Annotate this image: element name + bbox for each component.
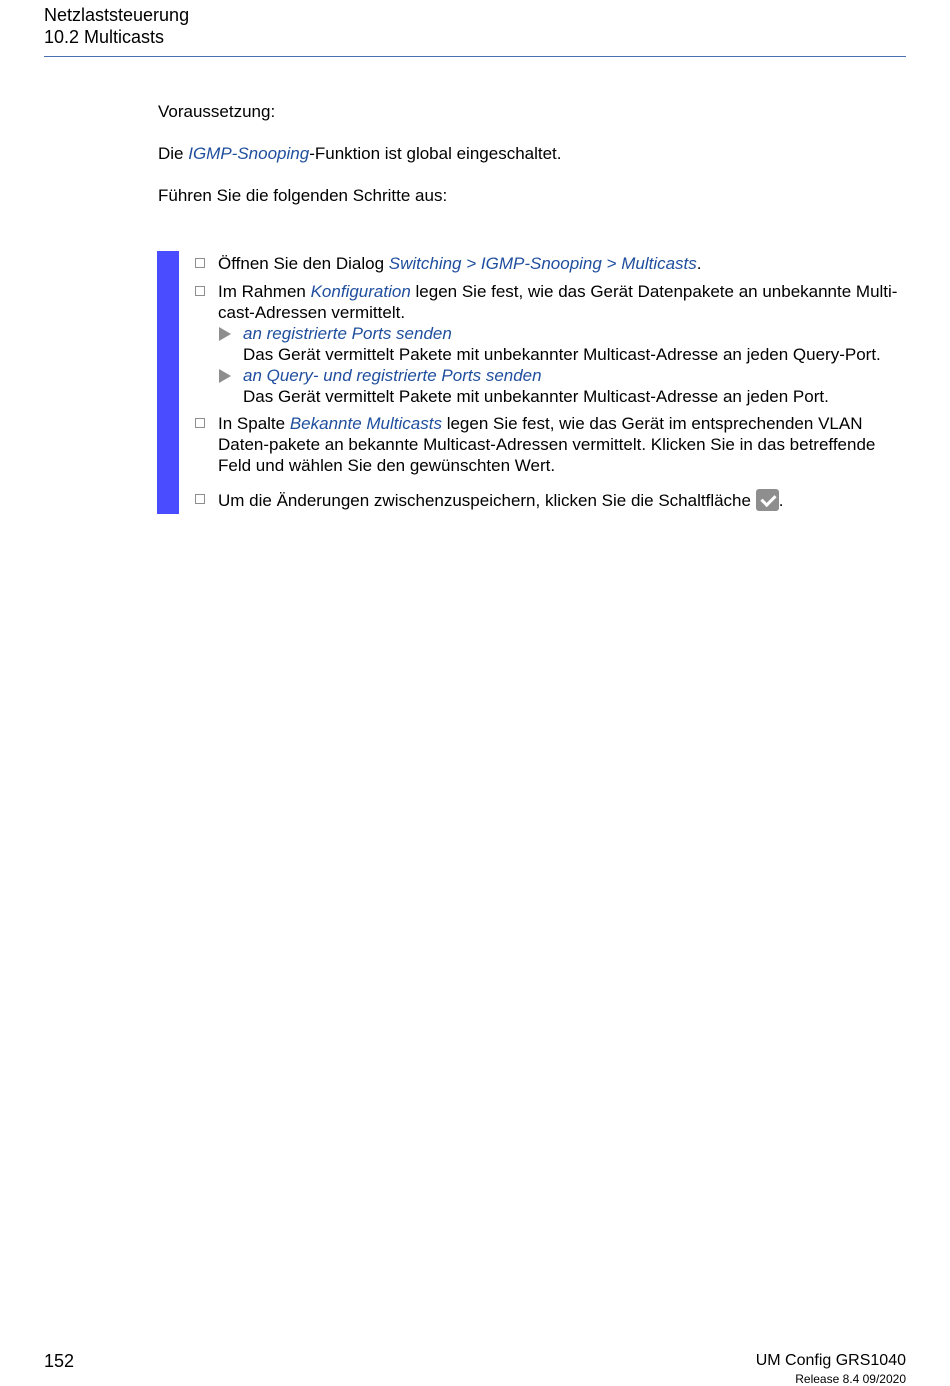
prerequisite-text [158,143,562,164]
chapter-title: Netzlaststeuerung [44,5,190,25]
triangle-bullet-icon [219,327,231,341]
dialog-path-link[interactable]: Switching > IGMP-Snooping > Multicasts [388,254,697,273]
option-description: Das Gerät vermittelt Pakete mit unbekannter Multicast-Adresse an jeden Port. [243,387,829,406]
header-divider [44,56,906,57]
step-text-start: Um die Änderungen zwischenzuspeichern, klicken Sie die Schaltfläche [218,491,756,510]
step-text-end: legen Sie fest, wie das Gerät Datenpakete an unbekannte Multi-cast-Adressen vermittelt. [218,282,898,322]
bekannte-multicasts-link[interactable]: Bekannte Multicasts [289,414,442,433]
steps-lead: Führen Sie die folgenden Schritte aus: [158,186,448,205]
prerequisite-label: Voraussetzung: [158,102,276,121]
step-text-end: legen Sie fest, wie das Gerät im entsprechenden VLAN Daten-pakete an bekannte Multicast-Adressen vermittelt. Klicken Sie in das betreffende Feld und wählen Sie den gewünschten Wert. [218,414,876,475]
document-title: UM Config GRS1040 [755,1352,906,1369]
checkbox-icon[interactable] [195,494,205,504]
step-text-end: . [778,491,784,510]
release-info: Release 8.4 09/2020 [795,1372,906,1386]
checkbox-icon[interactable] [195,258,205,268]
step-text [218,489,908,511]
step-text-start: In Spalte [218,414,290,433]
section-title: 10.2 Multicasts [44,27,165,47]
step-text [218,281,908,323]
instruction-accent-bar [157,251,179,514]
checkbox-icon[interactable] [195,418,205,428]
igmp-snooping-link[interactable]: IGMP-Snooping [188,144,310,163]
checkbox-icon[interactable] [195,286,205,296]
step-text-start: Öffnen Sie den Dialog [218,254,389,273]
step-text [218,253,908,274]
step-text [218,413,908,476]
step-text-start: Im Rahmen [218,282,311,301]
triangle-bullet-icon [219,369,231,383]
option-description: Das Gerät vermittelt Pakete mit unbekannter Multicast-Adresse an jeden Query-Port. [243,345,881,364]
prerequisite-text-start: Die [158,144,189,163]
konfiguration-link[interactable]: Konfiguration [310,282,411,301]
option-content [243,323,923,365]
option-label[interactable]: an Query- und registrierte Ports senden [243,366,542,385]
page-number: 152 [44,1351,75,1371]
prerequisite-text-end: -Funktion ist global eingeschaltet. [309,144,562,163]
checkmark-save-icon[interactable] [756,489,779,511]
option-content [243,365,923,407]
step-text-end: . [696,254,702,273]
option-label[interactable]: an registrierte Ports senden [243,324,452,343]
